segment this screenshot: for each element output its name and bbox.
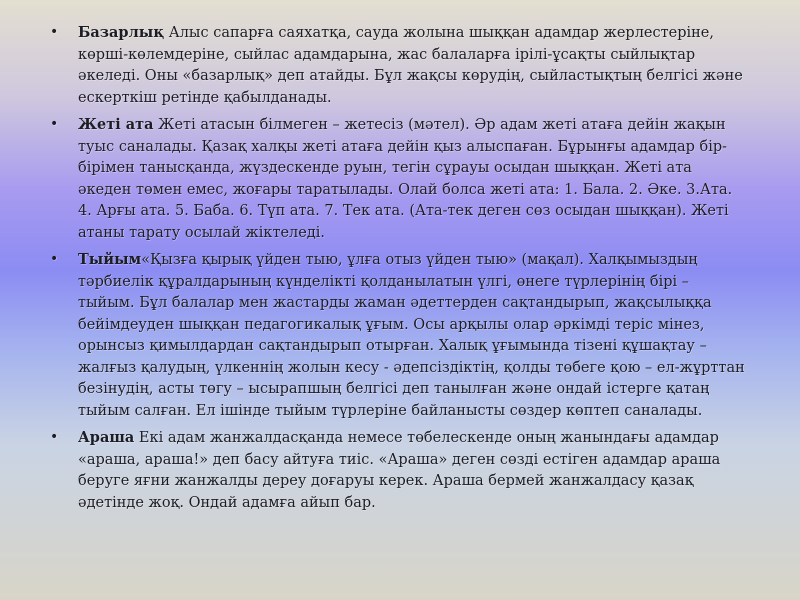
item-term: Тыйым bbox=[78, 251, 142, 268]
item-text: «Қызға қырық үйден тыю, ұлға отыз үйден тыю» (мақал). Халқымыздың тәрбиелік құралдарының күнделікті қолданылатын үлгі, өнеге түрлерінің бірі – тыйым. Бұл балалар мен жастарды жаман әдеттерден сақтандырып, жақсылыққа бейімдеуден шыққан педагогикалық ұғым. Осы арқылы олар әркімді теріс мінез, орынсыз қимылдардан сақтандырып отырған. Халық ұғымында тізені құшақтау – жалғыз қалудың, үлкеннің жолын кесу - әдепсіздіктің, қолды төбеге қою – ел-жұрттан безінудің, асты төгу – ысырапшың белгісі деп танылған және ондай істерге қатаң тыйым салған. Ел ішінде тыйым түрлеріне байланысты сөздер көптеп саналады. bbox=[78, 252, 745, 419]
list-item bbox=[48, 249, 748, 422]
item-term: Базарлық bbox=[78, 24, 165, 41]
item-text: Екі адам жанжалдасқанда немесе төбелескенде оның жанындағы адамдар «араша, араша!» деп басу айтуға тиіс. «Араша» деген сөзді естіген адамдар араша беруге яғни жанжалды дереу доғаруы керек. Араша бермей жанжалдасу қазақ әдетінде жоқ. Ондай адамға айып бар. bbox=[78, 430, 721, 511]
item-text: Алыс сапарға саяхатқа, сауда жолына шыққан адамдар жерлестеріне, көрші-көлемдеріне, сыйлас адамдарына, жас балаларға ірілі-ұсақты сыйлықтар әкеледі. Оны «базарлық» деп атайды. Бұл жақсы көрудің, сыйластықтың белгісі және ескерткіш ретінде қабылданады. bbox=[78, 25, 743, 106]
item-term: Араша bbox=[78, 429, 135, 446]
item-term: Жеті ата bbox=[78, 116, 154, 133]
list-item bbox=[48, 114, 748, 244]
list-item bbox=[48, 22, 748, 109]
bullet-icon: • bbox=[50, 116, 59, 132]
bullet-icon: • bbox=[50, 251, 59, 267]
bullet-icon: • bbox=[50, 24, 59, 40]
bullet-icon: • bbox=[50, 429, 59, 445]
bullet-list bbox=[48, 22, 748, 519]
item-text: Жеті атасын білмеген – жетесіз (мәтел). Әр адам жеті атаға дейін жақын туыс саналады. Қазақ халқы жеті атаға дейін қыз алыспаған. Бұрынғы адамдар бір-бірімен танысқанда, жүздескенде руын, тегін сұрауы осыдан шыққан. Жеті ата әкеден төмен емес, жоғары таратылады. Олай болса жеті ата: 1. Бала. 2. Әке. 3.Ата. 4. Арғы ата. 5. Баба. 6. Түп ата. 7. Тек ата. (Ата-тек деген сөз осыдан шыққан). Жеті атаны тарату осылай жіктеледі. bbox=[78, 117, 733, 241]
list-item bbox=[48, 427, 748, 514]
